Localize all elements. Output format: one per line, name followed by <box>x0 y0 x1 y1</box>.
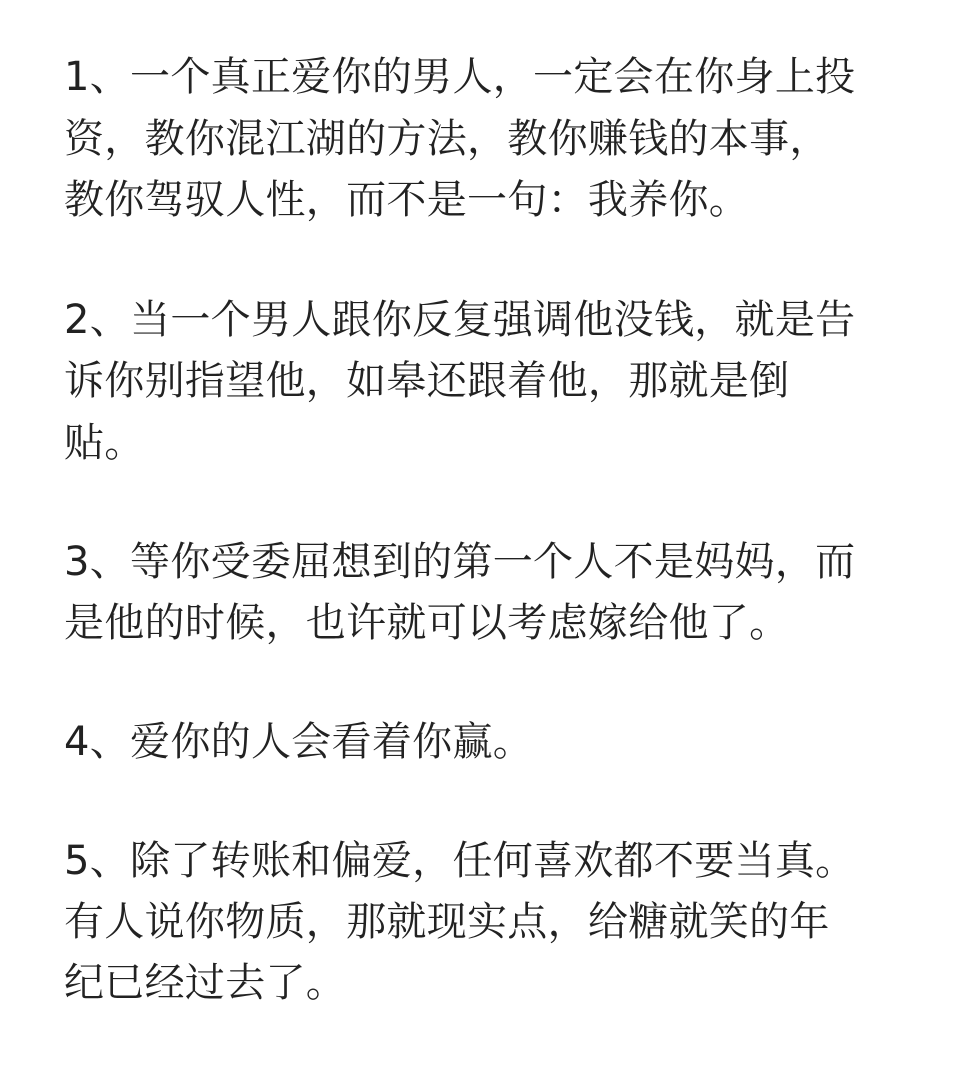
item-4-line-1: 4、爱你的人会看着你赢。 <box>64 719 534 765</box>
item-1-line-3: 教你驾驭人性，而不是一句：我养你。 <box>64 177 750 223</box>
item-5-line-1: 5、除了转账和偏爱，任何喜欢都不要当真。 <box>64 838 856 884</box>
item-5-line-2: 有人说你物质，那就现实点，给糖就笑的年 <box>64 899 830 945</box>
item-3-line-1: 3、等你受委屈想到的第一个人不是妈妈，而 <box>64 539 856 585</box>
item-1-line-1: 1、一个真正爱你的男人，一定会在你身上投 <box>64 54 856 100</box>
item-2-line-1: 2、当一个男人跟你反复强调他没钱，就是告 <box>64 297 856 343</box>
item-5-line-3: 纪已经过去了。 <box>64 960 347 1006</box>
item-3-line-2: 是他的时候，也许就可以考虑嫁给他了。 <box>64 600 790 646</box>
item-2-line-2: 诉你别指望他，如皋还跟着他，那就是倒 <box>64 358 790 404</box>
item-1-line-2: 资，教你混江湖的方法，教你赚钱的本事， <box>64 116 830 162</box>
item-2-line-3: 贴。 <box>64 420 145 466</box>
